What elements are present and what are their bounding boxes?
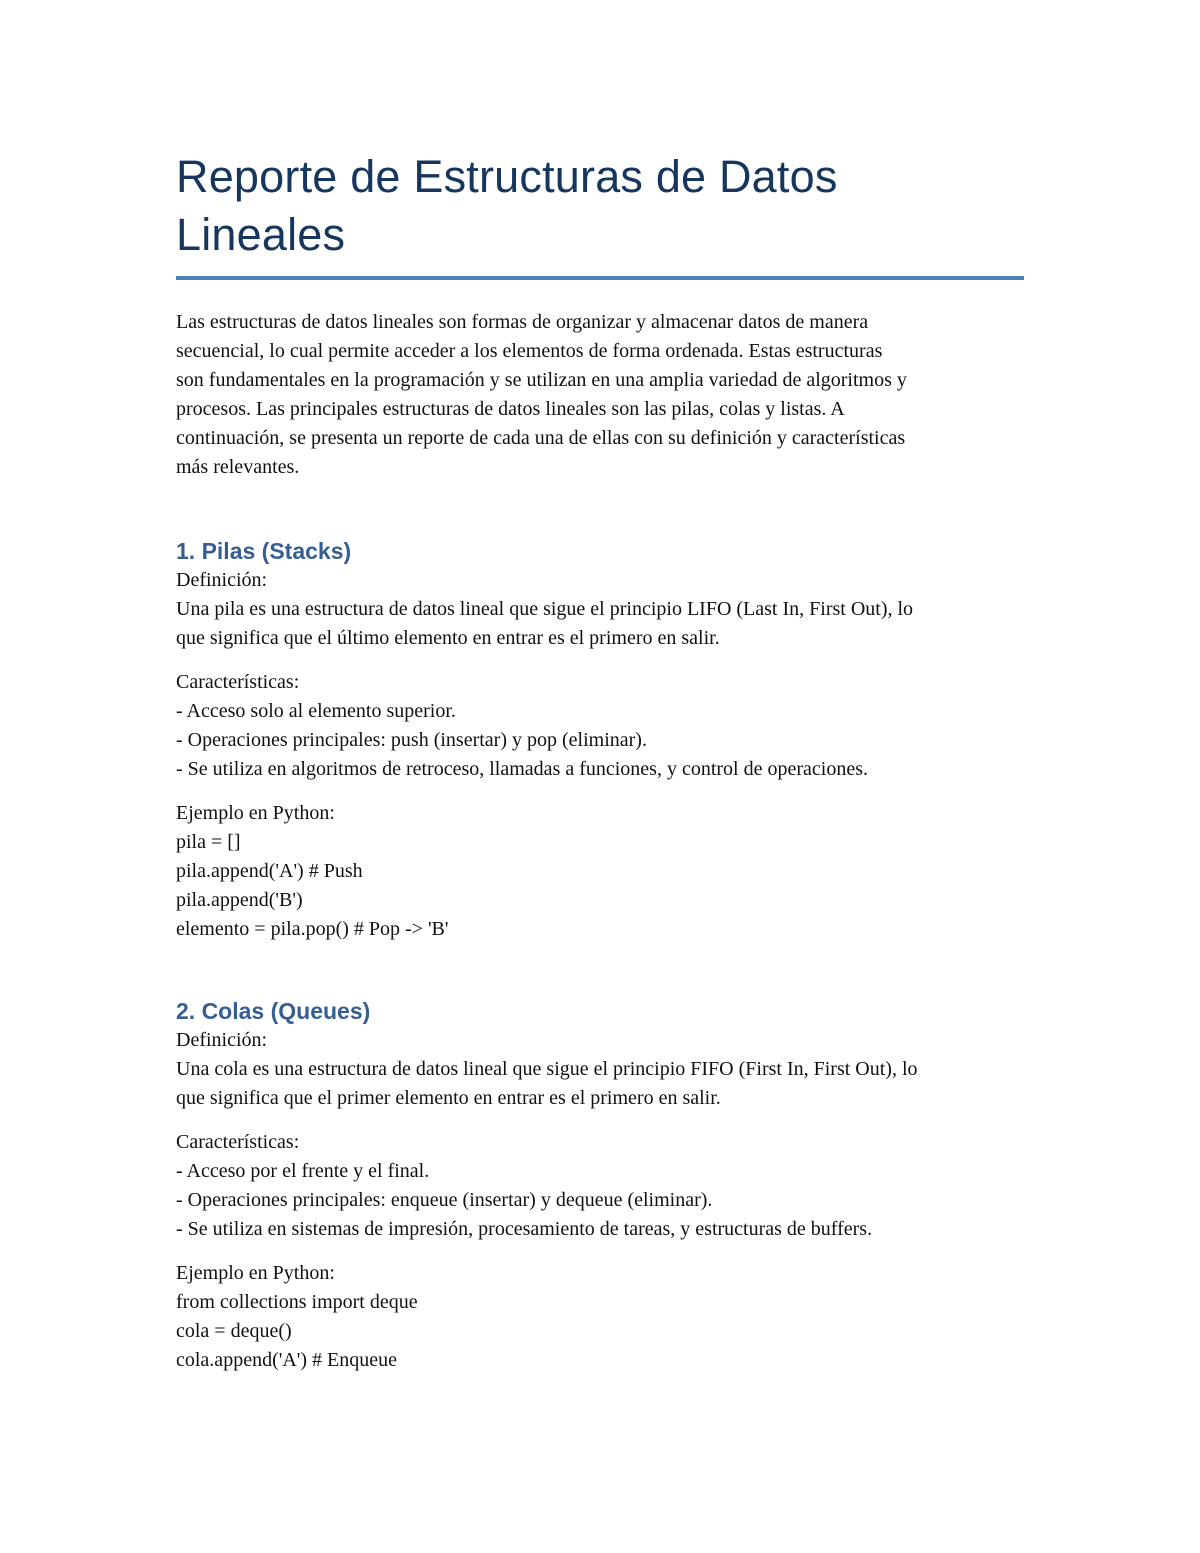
characteristic-item: - Operaciones principales: push (insertar) y pop (eliminar). (176, 729, 647, 751)
characteristic-item: - Acceso por el frente y el final. (176, 1160, 430, 1182)
characteristic-item: - Se utiliza en sistemas de impresión, procesamiento de tareas, y estructuras de buffers. (176, 1218, 873, 1240)
intro-paragraph (176, 308, 1024, 482)
intro-line: secuencial, lo cual permite acceder a los elementos de forma ordenada. Estas estructuras (176, 340, 883, 362)
characteristic-item: - Se utiliza en algoritmos de retroceso, llamadas a funciones, y control de operaciones. (176, 758, 868, 780)
definition-line: que significa que el primer elemento en entrar es el primero en salir. (176, 1087, 721, 1109)
code-line: elemento = pila.pop() # Pop -> 'B' (176, 918, 449, 940)
intro-line: procesos. Las principales estructuras de datos lineales son las pilas, colas y listas. A (176, 398, 845, 420)
definition-label: Definición: (176, 569, 268, 591)
intro-line: más relevantes. (176, 456, 300, 478)
intro-line: continuación, se presenta un reporte de cada una de ellas con su definición y características (176, 427, 906, 449)
section-heading-stacks: 1. Pilas (Stacks) (176, 538, 352, 564)
definition-line: que significa que el último elemento en entrar es el primero en salir. (176, 627, 720, 649)
example-label: Ejemplo en Python: (176, 802, 335, 824)
code-line: cola.append('A') # Enqueue (176, 1349, 398, 1371)
characteristics-block (176, 668, 1024, 784)
intro-line: Las estructuras de datos lineales son formas de organizar y almacenar datos de manera (176, 311, 869, 333)
example-label: Ejemplo en Python: (176, 1262, 335, 1284)
code-line: from collections import deque (176, 1291, 418, 1313)
characteristics-label: Características: (176, 671, 300, 693)
intro-line: son fundamentales en la programación y se utilizan en una amplia variedad de algoritmos y (176, 369, 907, 391)
definition-block (176, 1026, 1024, 1113)
characteristics-block (176, 1128, 1024, 1244)
code-line: pila = [] (176, 831, 241, 853)
definition-line: Una cola es una estructura de datos lineal que sigue el principio FIFO (First In, First Out), lo (176, 1058, 918, 1080)
characteristic-item: - Operaciones principales: enqueue (insertar) y dequeue (eliminar). (176, 1189, 713, 1211)
characteristic-item: - Acceso solo al elemento superior. (176, 700, 456, 722)
section-heading-queues: 2. Colas (Queues) (176, 998, 371, 1024)
definition-block (176, 566, 1024, 653)
example-block (176, 799, 1024, 944)
code-line: pila.append('B') (176, 889, 303, 911)
title-line-2: Lineales (176, 209, 346, 260)
title-line-1: Reporte de Estructuras de Datos (176, 151, 838, 202)
definition-line: Una pila es una estructura de datos lineal que sigue el principio LIFO (Last In, First Out), lo (176, 598, 914, 620)
document-title (176, 148, 1024, 264)
example-block (176, 1259, 1024, 1375)
section-stacks (176, 536, 1024, 944)
section-queues (176, 996, 1024, 1375)
definition-label: Definición: (176, 1029, 268, 1051)
code-line: pila.append('A') # Push (176, 860, 363, 882)
document-content (176, 148, 1024, 1375)
characteristics-label: Características: (176, 1131, 300, 1153)
title-underline-rule (176, 276, 1024, 280)
code-line: cola = deque() (176, 1320, 292, 1342)
